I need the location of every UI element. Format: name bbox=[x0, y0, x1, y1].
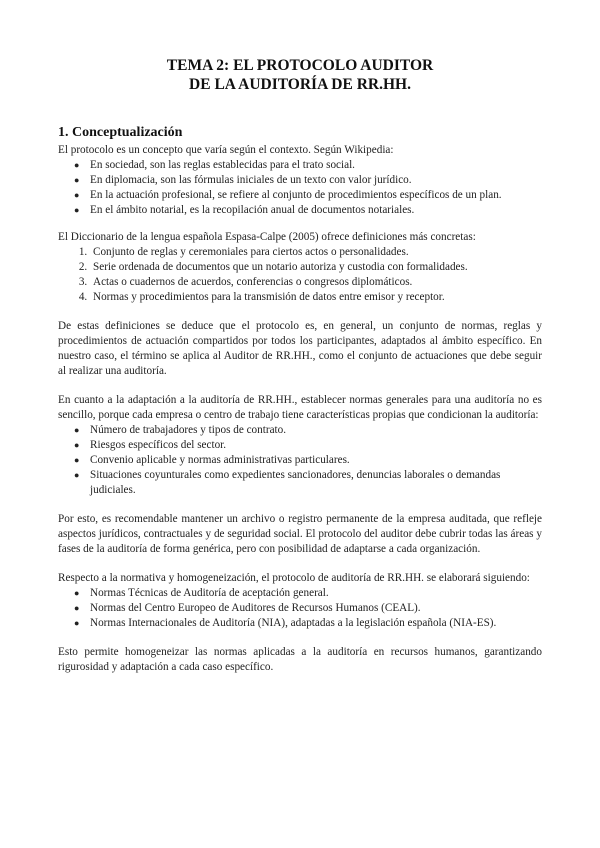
list-item: ● Normas Internacionales de Auditoría (NIA), adaptadas a la legislación española (NIA-ES). bbox=[74, 617, 497, 629]
definitions-paragraph: De estas definiciones se deduce que el protocolo es, en general, un conjunto de normas, reglas y procedimientos de actuación compartidos por todos los participantes, adaptados al ámbito específico. En nuestro caso, el término se aplica al Auditor de RR.HH., como el conjunto de actuaciones que debe seguir al realizar una auditoría. bbox=[58, 320, 542, 377]
adaptation-factors-list bbox=[58, 423, 542, 498]
list-item: ● Número de trabajadores y tipos de contrato. bbox=[74, 424, 287, 436]
list-item: 3. Actas o cuadernos de acuerdos, conferencias o congresos diplomáticos. bbox=[90, 275, 542, 290]
bullet-icon: ● bbox=[74, 588, 80, 598]
bullet-icon: ● bbox=[74, 440, 80, 450]
bullet-icon: ● bbox=[74, 205, 80, 215]
bullet-icon: ● bbox=[74, 175, 80, 185]
title-line-2: DE LA AUDITORÍA DE RR.HH. bbox=[189, 76, 411, 93]
list-item: 4. Normas y procedimientos para la transmisión de datos entre emisor y receptor. bbox=[90, 290, 542, 305]
adaptation-paragraph: En cuanto a la adaptación a la auditoría de RR.HH., establecer normas generales para una auditoría no es sencillo, porque cada empresa o centro de trabajo tiene características propias que condicionan la auditoría: bbox=[58, 394, 542, 421]
list-item: ● Convenio aplicable y normas administrativas particulares. bbox=[74, 454, 350, 466]
final-paragraph: Esto permite homogeneizar las normas aplicadas a la auditoría en recursos humanos, garantizando rigurosidad y adaptación a cada caso específico. bbox=[58, 646, 542, 673]
bullet-icon: ● bbox=[74, 160, 80, 170]
list-item: ● Normas del Centro Europeo de Auditores de Recursos Humanos (CEAL). bbox=[74, 602, 421, 614]
norms-list bbox=[58, 586, 542, 631]
norms-paragraph: Respecto a la normativa y homogeneización, el protocolo de auditoría de RR.HH. se elaborará siguiendo: bbox=[58, 572, 530, 584]
dictionary-definitions-list bbox=[58, 245, 542, 305]
list-item: ● Situaciones coyunturales como expedientes sancionadores, denuncias laborales o demandas judiciales. bbox=[74, 469, 501, 496]
list-item: ● En diplomacia, son las fórmulas iniciales de un texto con valor jurídico. bbox=[74, 174, 412, 186]
bullet-icon: ● bbox=[74, 455, 80, 465]
list-item: ● Riesgos específicos del sector. bbox=[74, 439, 227, 451]
section-heading: 1. Conceptualización bbox=[58, 125, 183, 140]
bullet-icon: ● bbox=[74, 190, 80, 200]
list-item: ● En el ámbito notarial, es la recopilación anual de documentos notariales. bbox=[74, 204, 415, 216]
wikipedia-definitions-list bbox=[58, 158, 542, 218]
title-line-1: TEMA 2: EL PROTOCOLO AUDITOR bbox=[166, 57, 434, 74]
bullet-icon: ● bbox=[74, 470, 80, 480]
bullet-icon: ● bbox=[74, 603, 80, 613]
dictionary-intro-paragraph: El Diccionario de la lengua española Espasa-Calpe (2005) ofrece definiciones más concretas: bbox=[58, 231, 476, 243]
list-item: 2. Serie ordenada de documentos que un notario autoriza y custodia con formalidades. bbox=[90, 260, 542, 275]
document-title bbox=[58, 56, 542, 94]
list-item: ● En la actuación profesional, se refiere al conjunto de procedimientos específicos de un plan. bbox=[74, 189, 502, 201]
list-item: ● Normas Técnicas de Auditoría de aceptación general. bbox=[74, 587, 329, 599]
list-item: ● En sociedad, son las reglas establecidas para el trato social. bbox=[74, 159, 355, 171]
intro-paragraph: El protocolo es un concepto que varía según el contexto. Según Wikipedia: bbox=[58, 144, 394, 156]
registry-paragraph: Por esto, es recomendable mantener un archivo o registro permanente de la empresa auditada, que refleje aspectos jurídicos, contractuales y de seguridad social. El protocolo del auditor debe cubrir todas las áreas y fases de la auditoría de forma genérica, pero con posibilidad de adaptarse a cada organización. bbox=[58, 513, 542, 555]
list-item: 1. Conjunto de reglas y ceremoniales para ciertos actos o personalidades. bbox=[90, 245, 542, 260]
bullet-icon: ● bbox=[74, 618, 80, 628]
bullet-icon: ● bbox=[74, 425, 80, 435]
